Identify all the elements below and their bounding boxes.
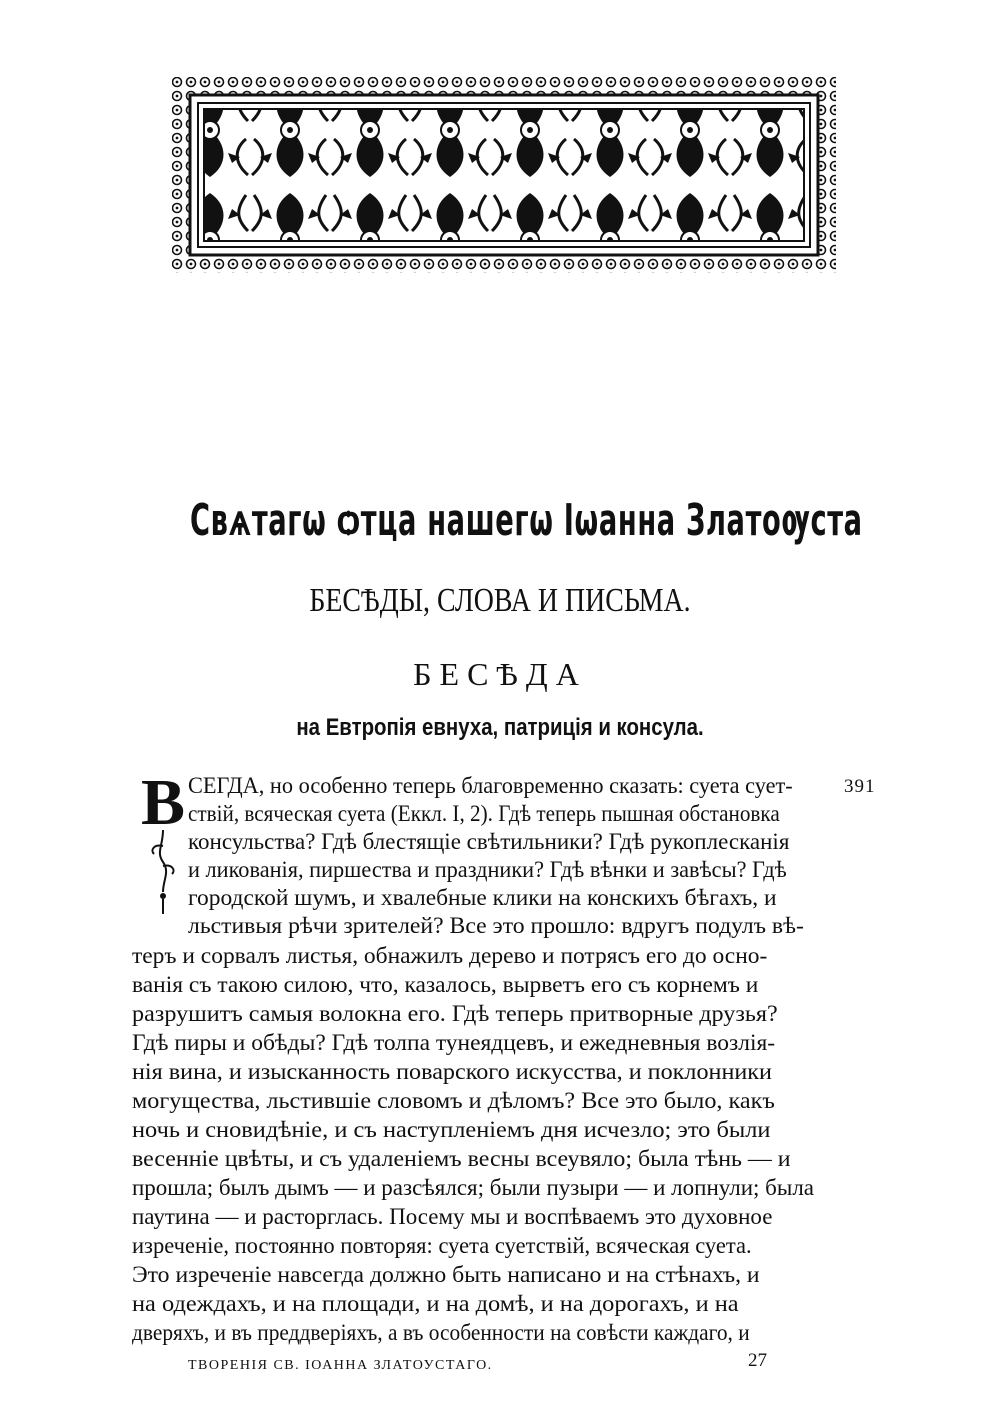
- text-line: теръ и сорвалъ листья, обнажилъ дерево и потрясъ его до осно-: [132, 943, 768, 968]
- text-line: и ликованія, пиршества и праздники? Гдѣ вѣнки и завѣсы? Гдѣ: [188, 857, 787, 882]
- text-line: разрушитъ самыя волокна его. Гдѣ теперь притворные друзья?: [132, 1001, 778, 1026]
- running-footer-title: ТВОРЕНІЯ СВ. ІОАННА ЗЛАТОУСТАГО.: [188, 1358, 493, 1373]
- text-line: консульства? Гдѣ блестящіе свѣтильники? Гдѣ рукоплесканія: [188, 829, 790, 854]
- collection-subtitle: БЕСѢДЫ, СЛОВА И ПИСЬМА.: [309, 582, 691, 619]
- text-line: Это изреченіе навсегда должно быть написано и на стѣнахъ, и: [132, 1262, 760, 1287]
- text-line: на одеждахъ, и на площади, и на домѣ, и на дорогахъ, и на: [132, 1291, 739, 1316]
- drop-cap: [140, 766, 186, 916]
- text-line: дверяхъ, и въ преддверіяхъ, а въ особенности на совѣсти каждаго, и: [132, 1320, 750, 1345]
- ornamental-headpiece: [170, 75, 838, 275]
- text-line: льстивыя рѣчи зрителей? Все это прошло: вдругъ подулъ вѣ-: [188, 913, 804, 938]
- text-line: СЕГДА, но особенно теперь благовременно сказать: суета сует-: [188, 773, 793, 798]
- slavonic-title: Свѧтагѡ ѻтца нашегѡ Іѡанна Златоѹста: [190, 495, 863, 546]
- text-line: могущества, льстившіе словомъ и дѣломъ? Все это было, какъ: [132, 1088, 775, 1113]
- text-line: Гдѣ пиры и обѣды? Гдѣ толпа тунеядцевъ, и ежедневныя возлія-: [132, 1030, 776, 1055]
- text-line: изреченіе, постоянно повторяя: суета суетствій, всяческая суета.: [132, 1233, 752, 1258]
- text-line: ванія съ такою силою, что, казалось, вырветъ его съ корнемъ и: [132, 972, 759, 997]
- text-line: ствій, всяческая суета (Еккл. I, 2). Гдѣ теперь пышная обстановка: [188, 801, 780, 826]
- text-line: прошла; былъ дымъ — и разсѣялся; были пузыри — и лопнули; была: [132, 1175, 815, 1200]
- text-line: паутина — и расторглась. Посему мы и воспѣваемъ это духовное: [132, 1204, 773, 1229]
- margin-page-reference: 391: [844, 776, 876, 797]
- text-line: нія вина, и изысканность поварского искусства, и поклонники: [132, 1059, 772, 1084]
- section-heading: БЕСѢДА: [413, 656, 587, 692]
- text-line: ночь и сновидѣніе, и съ наступленіемъ дня исчезло; это были: [132, 1117, 771, 1142]
- section-subheading: на Евтропія евнуха, патриція и консула.: [296, 714, 704, 741]
- page-number: 27: [748, 1350, 767, 1371]
- text-line: весенніе цвѣты, и съ удаленіемъ весны всеувяло; была тѣнь — и: [132, 1146, 791, 1171]
- drop-cap-letter: В: [140, 766, 186, 839]
- text-line: городской шумъ, и хвалебные клики на конскихъ бѣгахъ, и: [188, 885, 777, 910]
